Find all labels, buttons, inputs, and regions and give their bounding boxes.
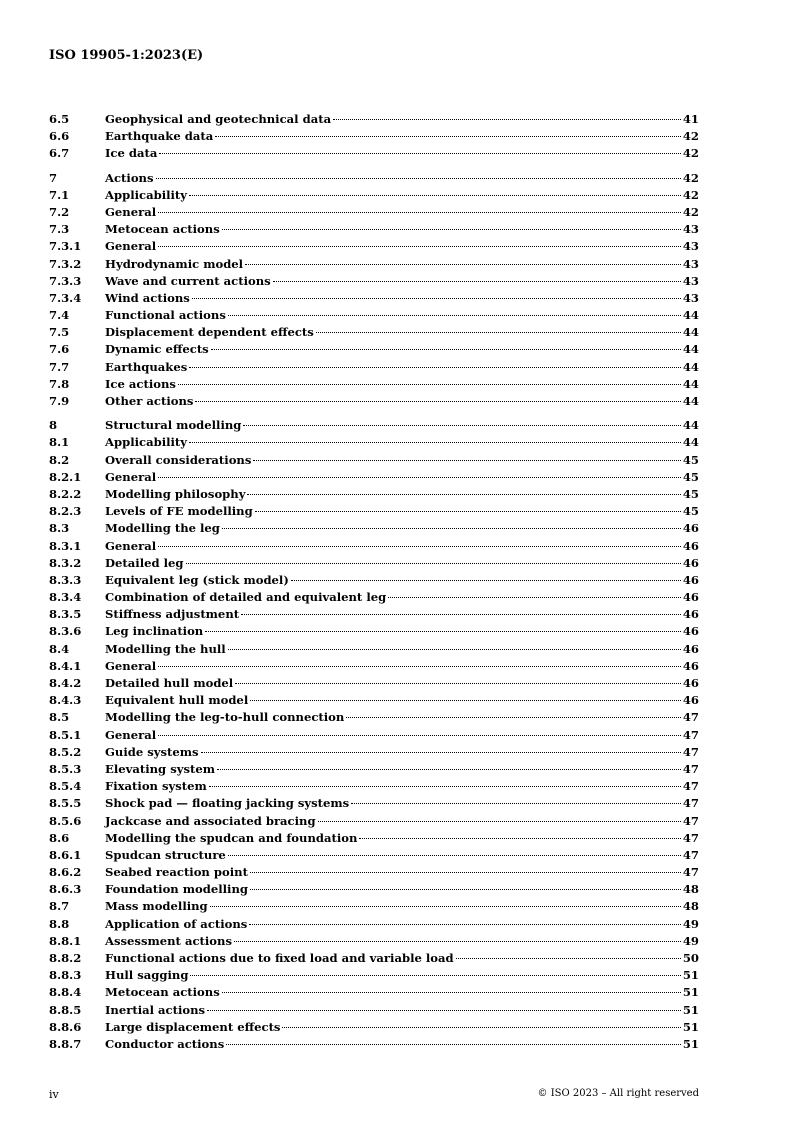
dot-leader — [211, 349, 681, 350]
dot-leader — [217, 769, 681, 770]
toc-entry-number: 8.8.2 — [49, 951, 82, 965]
dot-leader — [282, 1027, 680, 1028]
toc-entry-page: 45 — [682, 469, 699, 484]
toc-entry[interactable] — [49, 257, 699, 274]
toc-entry-number: 7.3 — [49, 222, 70, 237]
toc-entry-title: Dynamic effects — [105, 342, 209, 357]
toc-entry[interactable] — [49, 556, 699, 573]
toc-entry-title: Ice actions — [105, 376, 176, 391]
toc-entry-number: 7.4 — [49, 308, 70, 323]
toc-entry-title: Detailed hull model — [105, 676, 234, 690]
toc-entry[interactable] — [49, 779, 699, 796]
dot-leader — [318, 821, 681, 822]
toc-entry-title: General — [105, 538, 157, 553]
toc-entry-page: 47 — [682, 779, 699, 794]
toc-entry-number: 8.5 — [49, 710, 70, 725]
toc-entry-number: 8.3.2 — [49, 555, 82, 570]
toc-entry-number: 8.6.2 — [49, 865, 82, 880]
toc-entry-page: 42 — [682, 204, 699, 219]
toc-entry-number: 8.3.3 — [49, 572, 82, 587]
toc-entry-number: 8.8.1 — [49, 933, 82, 948]
toc-entry-title: Applicability — [105, 435, 187, 450]
dot-leader — [253, 460, 680, 461]
toc-entry-page: 47 — [682, 761, 699, 776]
toc-entry-number: 8.3.6 — [49, 624, 82, 639]
toc-entry-page: 43 — [682, 273, 699, 288]
toc-entry-page: 44 — [682, 359, 699, 374]
dot-leader — [250, 700, 681, 701]
toc-entry-number: 6.6 — [49, 129, 70, 144]
toc-entry-number: 7.1 — [49, 187, 70, 202]
toc-entry-title: Mass modelling — [105, 899, 208, 914]
toc-entry[interactable] — [49, 521, 699, 538]
toc-entry[interactable] — [49, 342, 699, 359]
toc-entry-page: 46 — [682, 693, 699, 708]
dot-leader — [249, 924, 681, 925]
toc-entry[interactable] — [49, 222, 699, 239]
toc-entry[interactable] — [49, 985, 699, 1002]
toc-entry[interactable] — [49, 848, 699, 865]
toc-entry-page: 51 — [682, 1019, 699, 1034]
dot-leader — [158, 477, 681, 478]
toc-entry[interactable] — [49, 573, 699, 590]
toc-entry-title: Modelling the spudcan and foundation — [105, 830, 358, 845]
toc-entry-title: Large displacement effects — [105, 1019, 281, 1034]
dot-leader — [156, 178, 681, 179]
dot-leader — [209, 786, 681, 787]
toc-entry-page: 46 — [682, 572, 699, 587]
toc-entry-number: 8.4 — [49, 641, 70, 656]
dot-leader — [316, 332, 681, 333]
toc-entry-title: Wind actions — [105, 290, 190, 305]
toc-entry-number: 8.3.4 — [49, 590, 82, 605]
toc-entry-number: 6.5 — [49, 112, 70, 126]
toc-section — [49, 112, 699, 164]
toc-entry-page: 46 — [682, 658, 699, 673]
toc-entry-page: 49 — [682, 916, 699, 931]
toc-entry-title: General — [105, 204, 157, 219]
toc-entry-page: 46 — [682, 676, 699, 690]
toc-entry-page: 42 — [682, 170, 699, 185]
toc-entry-title: Wave and current actions — [105, 273, 271, 288]
toc-entry-number: 8.8.4 — [49, 985, 82, 1000]
toc-entry-number: 8.3.1 — [49, 538, 82, 553]
toc-entry-title: Spudcan structure — [105, 847, 226, 862]
dot-leader — [158, 546, 681, 547]
toc-entry[interactable] — [49, 1020, 699, 1037]
toc-entry-number: 8.4.1 — [49, 658, 82, 673]
dot-leader — [388, 597, 681, 598]
toc-entry[interactable] — [49, 762, 699, 779]
toc-entry-number: 8.5.2 — [49, 744, 82, 759]
toc-entry-title: Hydrodynamic model — [105, 256, 244, 271]
dot-leader — [222, 992, 681, 993]
page-footer — [49, 1088, 699, 1101]
dot-leader — [228, 855, 681, 856]
toc-entry-page: 47 — [682, 865, 699, 880]
toc-entry-title: Modelling the leg — [105, 521, 220, 536]
toc-entry-title: Actions — [105, 170, 154, 185]
toc-entry-title: Leg inclination — [105, 624, 204, 639]
toc-entry-page: 44 — [682, 394, 699, 408]
toc-entry-title: Modelling philosophy — [105, 486, 246, 501]
dot-leader — [195, 401, 680, 402]
dot-leader — [243, 425, 680, 426]
toc-entry-title: Earthquakes — [105, 359, 188, 374]
toc-entry-number: 8.6 — [49, 830, 70, 845]
toc-entry-page: 45 — [682, 452, 699, 467]
toc-entry-title: Structural modelling — [105, 418, 242, 433]
toc-entry[interactable] — [49, 274, 699, 291]
toc-entry-page: 44 — [682, 418, 699, 433]
dot-leader — [189, 442, 681, 443]
toc-entry-number: 8.8.7 — [49, 1036, 82, 1051]
toc-entry-number: 8 — [49, 418, 58, 433]
toc-entry-page: 44 — [682, 308, 699, 323]
toc-entry-number: 8.8.6 — [49, 1019, 82, 1034]
dot-leader — [228, 649, 681, 650]
toc-entry[interactable] — [49, 796, 699, 813]
page-number: iv — [49, 1088, 59, 1101]
toc-entry-title: Functional actions due to fixed load and variable load — [105, 951, 454, 965]
dot-leader — [158, 246, 681, 247]
toc-entry-number: 8.2.2 — [49, 486, 82, 501]
dot-leader — [189, 367, 681, 368]
toc-entry-page: 50 — [682, 951, 699, 965]
dot-leader — [333, 119, 681, 120]
toc-entry-page: 47 — [682, 727, 699, 742]
toc-entry-page: 44 — [682, 325, 699, 340]
toc-entry[interactable] — [49, 377, 699, 394]
dot-leader — [190, 975, 680, 976]
toc-entry-page: 46 — [682, 521, 699, 536]
toc-entry-page: 51 — [682, 985, 699, 1000]
toc-entry-number: 6.7 — [49, 146, 70, 161]
toc-entry[interactable] — [49, 418, 699, 435]
toc-entry-page: 47 — [682, 813, 699, 828]
toc-entry-page: 49 — [682, 933, 699, 948]
toc-entry[interactable] — [49, 607, 699, 624]
dot-leader — [189, 195, 681, 196]
toc-entry[interactable] — [49, 745, 699, 762]
dot-leader — [346, 717, 681, 718]
toc-entry-number: 7.5 — [49, 325, 70, 340]
toc-entry-title: Conductor actions — [105, 1036, 225, 1051]
toc-entry[interactable] — [49, 360, 699, 377]
toc-entry[interactable] — [49, 171, 699, 188]
toc-entry-title: General — [105, 469, 157, 484]
toc-entry-title: Displacement dependent effects — [105, 325, 314, 340]
toc-entry-title: General — [105, 658, 157, 673]
toc-entry[interactable] — [49, 676, 699, 693]
toc-entry[interactable] — [49, 917, 699, 934]
toc-entry-number: 8.2 — [49, 452, 70, 467]
toc-entry-title: General — [105, 239, 157, 254]
document-header: ISO 19905-1:2023(E) — [49, 48, 204, 63]
toc-entry-page: 45 — [682, 504, 699, 519]
dot-leader — [235, 683, 681, 684]
toc-entry-page: 42 — [682, 187, 699, 202]
dot-leader — [250, 872, 681, 873]
toc-entry-title: Shock pad — floating jacking systems — [105, 796, 350, 811]
toc-entry-title: Elevating system — [105, 761, 215, 776]
toc-entry[interactable] — [49, 590, 699, 607]
toc-entry[interactable] — [49, 865, 699, 882]
toc-entry-page: 41 — [682, 112, 699, 126]
toc-entry-page: 46 — [682, 555, 699, 570]
toc-entry[interactable] — [49, 659, 699, 676]
toc-entry[interactable] — [49, 728, 699, 745]
toc-entry-title: Metocean actions — [105, 222, 220, 237]
dot-leader — [205, 631, 681, 632]
toc-entry-page: 47 — [682, 744, 699, 759]
toc-entry-page: 43 — [682, 239, 699, 254]
toc-entry-page: 44 — [682, 342, 699, 357]
toc-entry[interactable] — [49, 934, 699, 951]
toc-entry-title: Other actions — [105, 394, 194, 408]
dot-leader — [228, 315, 681, 316]
toc-entry[interactable] — [49, 814, 699, 831]
dot-leader — [226, 1044, 681, 1045]
toc-entry-number: 8.3 — [49, 521, 70, 536]
toc-entry-title: Functional actions — [105, 308, 226, 323]
toc-entry-title: Hull sagging — [105, 968, 189, 983]
toc-entry-page: 51 — [682, 1002, 699, 1017]
toc-entry[interactable] — [49, 504, 699, 521]
dot-leader — [456, 958, 681, 959]
toc-entry-number: 7.7 — [49, 359, 70, 374]
toc-entry[interactable] — [49, 831, 699, 848]
toc-entry-title: Fixation system — [105, 779, 207, 794]
toc-entry-number: 8.1 — [49, 435, 70, 450]
toc-entry-title: General — [105, 727, 157, 742]
toc-entry-number: 8.5.5 — [49, 796, 82, 811]
toc-entry-title: Overall considerations — [105, 452, 252, 467]
toc-entry-page: 47 — [682, 796, 699, 811]
toc-entry-page: 46 — [682, 641, 699, 656]
toc-entry-number: 8.8.5 — [49, 1002, 82, 1017]
toc-entry-title: Modelling the hull — [105, 641, 226, 656]
dot-leader — [359, 838, 680, 839]
toc-entry[interactable] — [49, 291, 699, 308]
toc-entry[interactable] — [49, 539, 699, 556]
toc-entry[interactable] — [49, 624, 699, 641]
dot-leader — [234, 941, 681, 942]
dot-leader — [178, 384, 681, 385]
dot-leader — [351, 803, 681, 804]
toc-entry-number: 8.5.3 — [49, 761, 82, 776]
toc-entry[interactable] — [49, 325, 699, 342]
toc-entry-page: 42 — [682, 129, 699, 144]
dot-leader — [215, 136, 681, 137]
toc-entry-title: Jackcase and associated bracing — [105, 813, 316, 828]
toc-entry-page: 46 — [682, 624, 699, 639]
toc-entry-number: 8.6.3 — [49, 882, 82, 897]
toc-entry-title: Earthquake data — [105, 129, 214, 144]
table-of-contents — [49, 112, 699, 1061]
toc-entry[interactable] — [49, 882, 699, 899]
toc-entry-page: 47 — [682, 710, 699, 725]
toc-entry[interactable] — [49, 239, 699, 256]
toc-entry[interactable] — [49, 1003, 699, 1020]
toc-entry[interactable] — [49, 112, 699, 129]
toc-entry-page: 46 — [682, 538, 699, 553]
toc-entry[interactable] — [49, 693, 699, 710]
toc-entry-number: 8.5.6 — [49, 813, 82, 828]
toc-entry[interactable] — [49, 146, 699, 163]
toc-entry-title: Application of actions — [105, 916, 248, 931]
dot-leader — [158, 666, 681, 667]
dot-leader — [207, 1010, 681, 1011]
toc-entry-title: Inertial actions — [105, 1002, 206, 1017]
dot-leader — [291, 580, 681, 581]
dot-leader — [241, 614, 681, 615]
dot-leader — [222, 528, 681, 529]
toc-entry-title: Equivalent hull model — [105, 693, 249, 708]
toc-entry[interactable] — [49, 188, 699, 205]
toc-entry-number: 7.3.3 — [49, 273, 82, 288]
toc-entry-title: Geophysical and geotechnical data — [105, 112, 332, 126]
toc-entry[interactable] — [49, 951, 699, 968]
toc-entry-number: 8.7 — [49, 899, 70, 914]
toc-entry-title: Foundation modelling — [105, 882, 248, 897]
toc-entry[interactable] — [49, 205, 699, 222]
toc-entry-title: Assessment actions — [105, 933, 232, 948]
dot-leader — [255, 511, 681, 512]
toc-entry-page: 48 — [682, 899, 699, 914]
toc-entry-title: Guide systems — [105, 744, 199, 759]
dot-leader — [158, 735, 681, 736]
toc-entry-title: Ice data — [105, 146, 158, 161]
toc-entry[interactable] — [49, 394, 699, 411]
toc-section — [49, 171, 699, 412]
dot-leader — [273, 281, 681, 282]
toc-entry-number: 8.4.2 — [49, 676, 82, 690]
toc-entry-title: Equivalent leg (stick model) — [105, 572, 289, 587]
toc-entry-number: 8.2.3 — [49, 504, 82, 519]
toc-entry[interactable] — [49, 642, 699, 659]
toc-entry[interactable] — [49, 899, 699, 916]
dot-leader — [250, 889, 681, 890]
dot-leader — [159, 153, 680, 154]
toc-entry-page: 43 — [682, 290, 699, 305]
toc-entry-number: 7.3.2 — [49, 256, 82, 271]
toc-entry[interactable] — [49, 968, 699, 985]
dot-leader — [201, 752, 681, 753]
toc-entry-page: 46 — [682, 590, 699, 605]
toc-entry-title: Stiffness adjustment — [105, 607, 240, 622]
toc-entry-title: Levels of FE modelling — [105, 504, 253, 519]
toc-entry-number: 7.2 — [49, 204, 70, 219]
dot-leader — [247, 494, 680, 495]
dot-leader — [222, 229, 681, 230]
toc-entry-page: 43 — [682, 256, 699, 271]
dot-leader — [245, 264, 681, 265]
toc-entry-number: 8.8.3 — [49, 968, 82, 983]
toc-entry[interactable] — [49, 470, 699, 487]
toc-entry-page: 46 — [682, 607, 699, 622]
copyright-notice: © ISO 2023 – All right reserved — [537, 1088, 699, 1099]
toc-entry-page: 44 — [682, 376, 699, 391]
dot-leader — [186, 563, 681, 564]
toc-entry-number: 7.6 — [49, 342, 70, 357]
toc-entry-page: 43 — [682, 222, 699, 237]
toc-entry-page: 44 — [682, 435, 699, 450]
toc-entry[interactable] — [49, 129, 699, 146]
toc-entry[interactable] — [49, 308, 699, 325]
toc-section — [49, 418, 699, 1054]
toc-entry[interactable] — [49, 710, 699, 727]
toc-entry-title: Modelling the leg-to-hull connection — [105, 710, 345, 725]
toc-entry-title: Applicability — [105, 187, 187, 202]
toc-entry-title: Detailed leg — [105, 555, 184, 570]
toc-entry-number: 7.8 — [49, 376, 70, 391]
toc-entry-number: 7.3.1 — [49, 239, 82, 254]
dot-leader — [210, 906, 681, 907]
toc-entry-number: 7.9 — [49, 394, 70, 408]
toc-entry[interactable] — [49, 453, 699, 470]
toc-entry-number: 8.6.1 — [49, 847, 82, 862]
toc-entry-number: 7.3.4 — [49, 290, 82, 305]
toc-entry-title: Seabed reaction point — [105, 865, 248, 880]
toc-entry-number: 8.2.1 — [49, 469, 82, 484]
toc-entry-page: 51 — [682, 968, 699, 983]
toc-entry-title: Metocean actions — [105, 985, 220, 1000]
toc-entry-page: 47 — [682, 830, 699, 845]
toc-entry-number: 8.5.4 — [49, 779, 82, 794]
toc-entry-page: 51 — [682, 1036, 699, 1051]
toc-entry-number: 8.8 — [49, 916, 70, 931]
toc-entry-page: 47 — [682, 847, 699, 862]
toc-entry[interactable] — [49, 1037, 699, 1054]
dot-leader — [192, 298, 681, 299]
dot-leader — [158, 212, 681, 213]
toc-entry-page: 48 — [682, 882, 699, 897]
toc-entry[interactable] — [49, 435, 699, 452]
toc-entry-number: 8.3.5 — [49, 607, 82, 622]
toc-entry-title: Combination of detailed and equivalent leg — [105, 590, 387, 605]
toc-entry-page: 42 — [682, 146, 699, 161]
toc-entry-number: 8.5.1 — [49, 727, 82, 742]
toc-entry-number: 8.4.3 — [49, 693, 82, 708]
toc-entry-number: 7 — [49, 170, 58, 185]
toc-entry[interactable] — [49, 487, 699, 504]
toc-entry-page: 45 — [682, 486, 699, 501]
